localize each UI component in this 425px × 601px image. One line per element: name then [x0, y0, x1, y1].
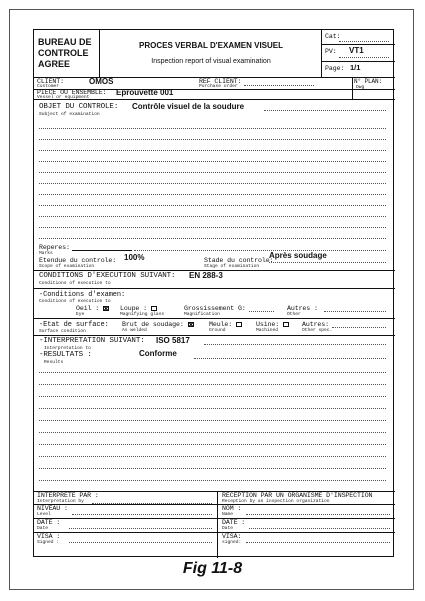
inspection-form: BUREAU DE CONTROLE AGREE PROCES VERBAL D'EXAMEN VISUEL Inspection report of visual examination Cat: PV: VT1 Page: 1/1 CLIENT: Customer OMOS REF CLIENT: Purchase order N° PLAN: Dwg PIECE OU ENSEMBLE: Vessel or equipment Eprouvette 001 OBJET DU CONTROLE: Subject of examination Contrôle visuel de la soudure Reperes: Marks Etendue du controle: Scope of examination 100% Stade du controle: Stage of examination Après soudage CONDITIONS D'EXECUTION SUIVANT: Conditions of execution to EN 288-3 -Conditions d'examen: Conditions of execution to Oeil : Eye Loupe : Magnifying glass Grossissement G: Magnification Autres : Other -Etat de surface: Surface condition Brut de soudage: As welded Meule: Ground Usine: Machined Autres: Other spec. -INTERPRETATION SUIVANT: Interpretation to ISO 5817 -RESULTATS : Results Conforme INTERPRETE PAR : Interpretation by RECEPTION PAR UN ORGANISME D'INSPECTION Reception by an inspection organization NIVEAU : Level NOM : Name DATE : Date DATE : Date VISA : Signed : VISA: signed:: [33, 29, 394, 557]
piece-label: PIECE OU ENSEMBLE:: [37, 89, 107, 96]
brut-option: Brut de soudage:: [122, 321, 194, 328]
interprete-label: INTERPRETE PAR :: [37, 492, 99, 499]
interpretation-label: -INTERPRETATION SUIVANT:: [39, 337, 145, 345]
autres-examen-label: Autres :: [287, 305, 318, 312]
resultats-label: -RESULTATS :: [39, 351, 92, 359]
page-value[interactable]: 1/1: [350, 63, 361, 72]
surface-label: -Etat de surface:: [39, 321, 109, 329]
org-name: BUREAU DE CONTROLE AGREE: [38, 37, 92, 69]
meule-option: Meule:: [209, 321, 242, 328]
stade-label: Stade du controle:: [204, 257, 274, 264]
resultats-value[interactable]: Conforme: [139, 349, 177, 358]
date-label: DATE :: [37, 519, 61, 526]
loupe-checkbox[interactable]: [151, 306, 157, 311]
plan-label: N° PLAN:: [354, 78, 383, 85]
objet-value[interactable]: Contrôle visuel de la soudure: [132, 102, 245, 111]
oeil-checkbox[interactable]: [103, 306, 109, 311]
loupe-option: Loupe :: [120, 305, 157, 312]
visa-reception-label: VISA:: [222, 533, 242, 540]
cat-label: Cat:: [325, 33, 341, 40]
brut-checkbox[interactable]: [188, 322, 194, 327]
visa-label: VISA :: [37, 533, 61, 540]
reperes-label: Reperes:: [39, 244, 70, 251]
client-value[interactable]: OMOS: [89, 77, 114, 86]
stade-value[interactable]: Après soudage: [269, 251, 327, 260]
examen-label: -Conditions d'examen:: [39, 291, 126, 299]
etendue-label: Etendue du controle:: [39, 257, 117, 264]
usine-option: Usine:: [256, 321, 289, 328]
pv-value[interactable]: VT1: [349, 46, 364, 55]
figure-caption: Fig 11-8: [182, 560, 243, 577]
autres-surface-label: Autres:: [302, 321, 329, 328]
form-title-english: Inspection report of visual examination: [151, 58, 271, 65]
grossissement-label: Grossissement G:: [184, 305, 246, 312]
form-title: PROCES VERBAL D'EXAMEN VISUEL: [139, 41, 283, 50]
conditions-value[interactable]: EN 288-3: [189, 271, 223, 280]
conditions-label: CONDITIONS D'EXECUTION SUIVANT:: [39, 272, 176, 280]
pv-label: PV:: [325, 48, 337, 55]
interpretation-value[interactable]: ISO 5817: [156, 336, 190, 345]
oeil-option: Oeil :: [76, 305, 109, 312]
nom-label: NOM :: [222, 505, 242, 512]
page-label: Page:: [325, 65, 345, 72]
meule-checkbox[interactable]: [236, 322, 242, 327]
date-reception-label: DATE :: [222, 519, 246, 526]
reception-label: RECEPTION PAR UN ORGANISME D'INSPECTION: [222, 492, 373, 499]
objet-label: OBJET DU CONTROLE:: [39, 103, 119, 111]
ref-client-label: REF CLIENT:: [199, 78, 242, 85]
client-label: CLIENT:: [37, 78, 64, 85]
piece-value[interactable]: Eprouvette 001: [116, 88, 174, 97]
niveau-label: NIVEAU :: [37, 505, 68, 512]
usine-checkbox[interactable]: [283, 322, 289, 327]
etendue-value[interactable]: 100%: [124, 253, 145, 262]
